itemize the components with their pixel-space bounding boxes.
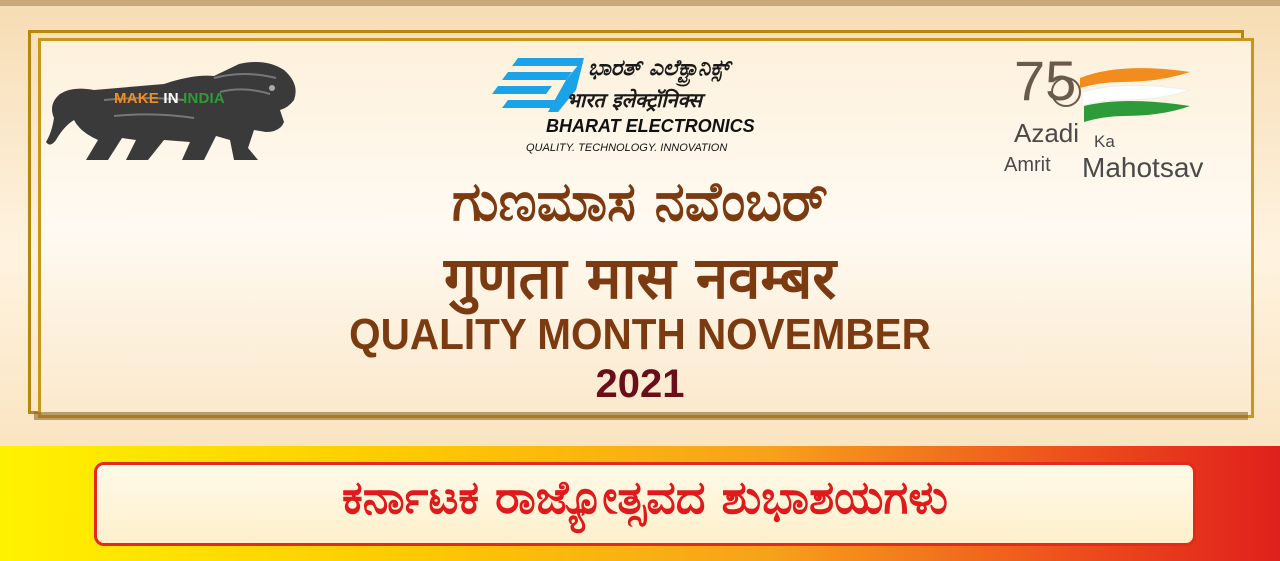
azadi-ka-amrit-mahotsav-emblem (1010, 52, 1200, 122)
flag-green-stripe (1084, 101, 1190, 122)
greeting-text: ಕರ್ನಾಟಕ ರಾಜ್ಯೋತ್ಸವದ ಶುಭಾಶಯಗಳು (342, 470, 948, 524)
bel-tagline: QUALITY. TECHNOLOGY. INNOVATION (526, 142, 728, 154)
azadi-word: Azadi (1014, 118, 1080, 148)
bel-name-kannada: ಭಾರತ್ ಎಲೆಕ್ಟ್ರಾನಿಕ್ಸ್ (588, 56, 730, 81)
title-year: 2021 (595, 362, 685, 406)
make-word: MAKE (114, 90, 159, 107)
in-word: IN (163, 90, 179, 107)
make-in-india-text (114, 90, 225, 107)
india-word: INDIA (183, 90, 225, 107)
title-english: QUALITY MONTH NOVEMBER (349, 310, 931, 359)
top-border-strip (0, 0, 1280, 6)
title-kannada: ಗುಣಮಾಸ ನವೆಂಬರ್ (452, 170, 828, 233)
amrit-word: Amrit (1004, 154, 1051, 176)
azadi-number: 75 (1014, 52, 1077, 112)
title-hindi: गुणता मास नवम्बर (443, 244, 837, 312)
bel-name-hindi: भारत इलेक्ट्रॉनिक्स (566, 88, 702, 112)
ka-word: Ka (1094, 132, 1115, 151)
banner-frame-shadow (34, 412, 1248, 420)
make-in-india-lion-logo (44, 56, 300, 166)
mahotsav-word: Mahotsav (1082, 152, 1204, 183)
bel-name-english: BHARAT ELECTRONICS (546, 116, 755, 136)
